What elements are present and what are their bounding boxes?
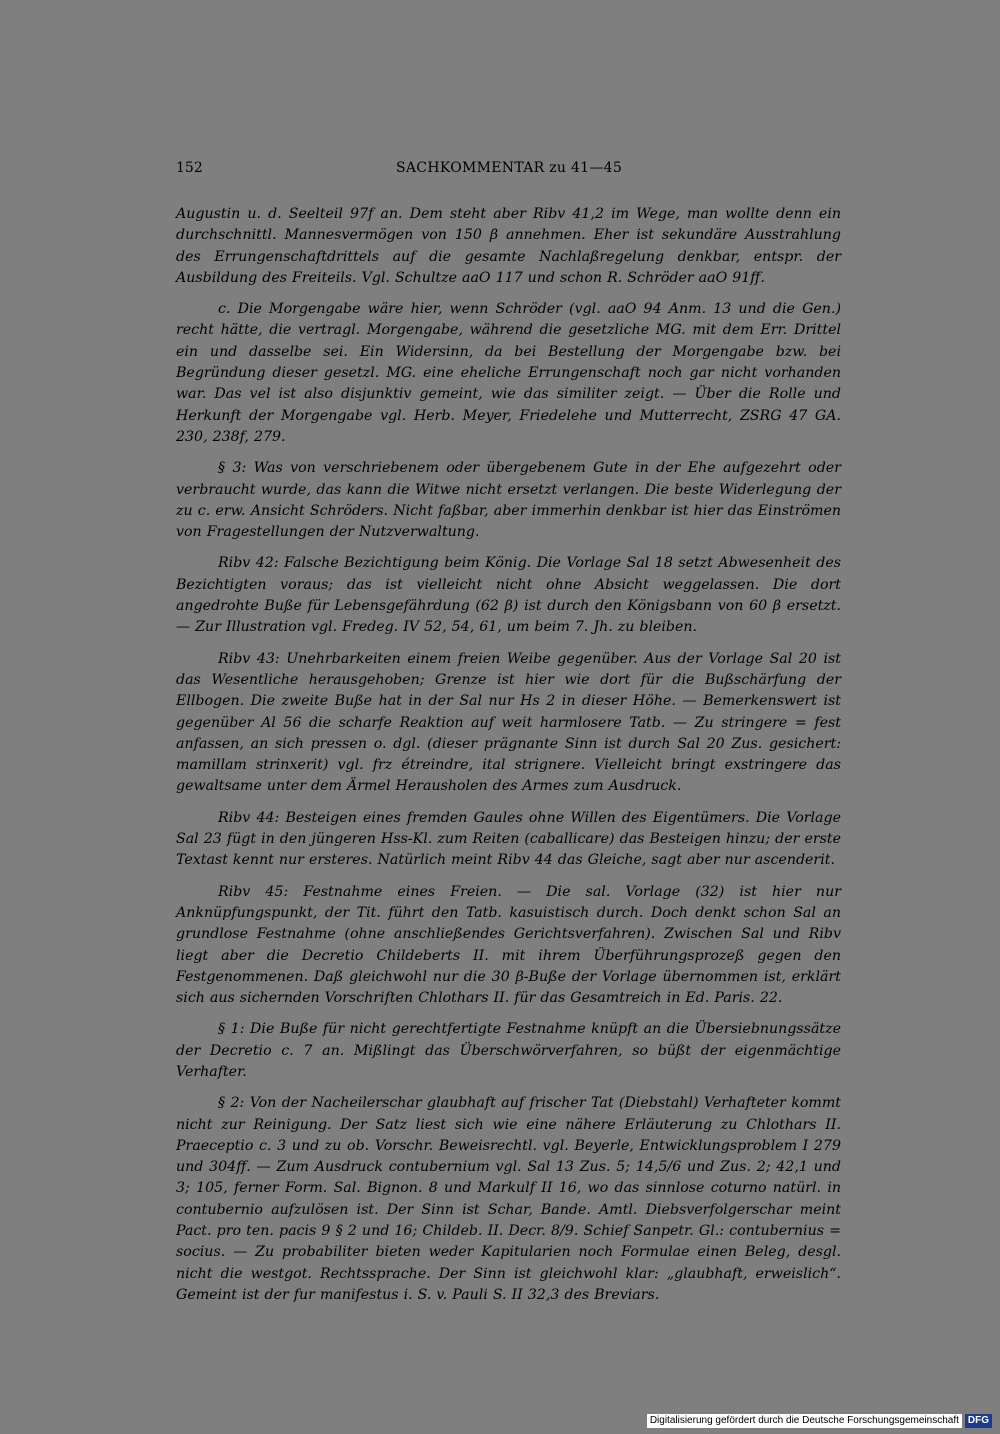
paragraph-4: Ribv 42: Falsche Bezichtigung beim König. Die Vorlage Sal 18 setzt Abwesenheit des Bezichtigten voraus; das ist vielleicht nicht ohne Absicht weggelassen. Die dort angedrohte Buße für Lebensgefährdung (62 β) ist durch den Königsbann von 60 β ersetzt. — Zur Illustration vgl. Fredeg. IV 52, 54, 61, um beim 7. Jh. zu bleiben. xyxy=(176,555,841,636)
paragraph-3: § 3: Was von verschriebenem oder übergebenem Gute in der Ehe aufgezehrt oder verbraucht wurde, das kann die Witwe nicht ersetzt verlangen. Die beste Widerlegung der zu c. erw. Ansicht Schröders. Nicht faßbar, aber immerhin denkbar ist hier das Einströmen von Fragestellungen der Nutzverwaltung. xyxy=(176,460,841,541)
paragraph-7: Ribv 45: Festnahme eines Freien. — Die sal. Vorlage (32) ist hier nur Anknüpfungspunkt, der Tit. führt den Tatb. kasuistisch durch. Doch denkt schon Sal an grundlose Festnahme (ohne anschließendes Gerichtsverfahren). Zwischen Sal und Ribv liegt aber die Decretio Childeberts II. mit ihrem Überführungsprozeß gegen den Festgenommenen. Daß gleichwohl nur die 30 β-Buße der Vorlage übernommen ist, erklärt sich aus sichernden Vorschriften Chlothars II. für das Gesamtreich in Ed. Paris. 22. xyxy=(176,883,841,1007)
running-head: SACHKOMMENTAR zu 41—45 xyxy=(396,160,623,176)
funding-note: Digitalisierung gefördert durch die Deutsche Forschungsgemeinschaft xyxy=(647,1414,962,1428)
footer-bar xyxy=(647,1414,992,1428)
dfg-logo: DFG xyxy=(965,1414,992,1428)
page-header xyxy=(176,160,841,182)
paragraph-9: § 2: Von der Nacheilerschar glaubhaft auf frischer Tat (Diebstahl) Verhafteter kommt nicht zur Reinigung. Der Satz liest sich wie eine nähere Erläuterung zu Chlothars II. Praeceptio c. 3 und zu ob. Vorschr. Beweisrechtl. vgl. Beyerle, Entwicklungsproblem I 279 und 304ff. — Zum Ausdruck contubernium vgl. Sal 13 Zus. 5; 14,5/6 und Zus. 2; 42,1 und 3; 105, ferner Form. Sal. Bignon. 8 und Markulf II 16, wo das sinnlose coturno natürl. in contubernio aufzulösen ist. Der Sinn ist Schar, Bande. Amtl. Diebsverfolgerschar meint Pact. pro ten. pacis 9 § 2 und 16; Childeb. II. Decr. 8/9. Schief Sanpetr. Gl.: contubernius = socius. — Zu probabiliter bieten weder Kapitularien noch Formulae einen Beleg, desgl. nicht die westgot. Rechtssprache. Der Sinn ist gleichwohl klar: „glaubhaft, erweislich“. Gemeint ist der fur manifestus i. S. v. Pauli S. II 32,3 des Breviars. xyxy=(176,1095,841,1303)
page-number: 152 xyxy=(176,160,203,176)
paragraph-2: c. Die Morgengabe wäre hier, wenn Schröder (vgl. aaO 94 Anm. 13 und die Gen.) recht hätte, die vertragl. Morgengabe, während die gesetzliche MG. mit dem Err. Drittel ein und dasselbe sei. Ein Widersinn, da bei Bestellung der Morgengabe bzw. bei Begründung dieser gesetzl. MG. eine eheliche Errungenschaft noch gar nicht vorhanden war. Das vel ist also disjunktiv gemeint, wie das similiter zeigt. — Über die Rolle und Herkunft der Morgengabe vgl. Herb. Meyer, Friedelehe und Mutterrecht, ZSRG 47 GA. 230, 238f, 279. xyxy=(176,301,841,445)
paragraph-6: Ribv 44: Besteigen eines fremden Gaules ohne Willen des Eigentümers. Die Vorlage Sal 23 fügt in den jüngeren Hss-Kl. zum Reiten (caballicare) das Besteigen hinzu; der erste Textast kennt nur ersteres. Natürlich meint Ribv 44 das Gleiche, sagt aber nur ascenderit. xyxy=(176,809,841,869)
page-body xyxy=(176,204,841,1316)
paragraph-1: Augustin u. d. Seelteil 97f an. Dem steht aber Ribv 41,2 im Wege, man wollte denn ein durchschnittl. Mannesvermögen von 150 β annehmen. Eher ist sekundäre Ausstrahlung des Errungenschaftdrittels auf die gesamte Nachlaßregelung denkbar, entspr. der Ausbildung des Freiteils. Vgl. Schultze aaO 117 und schon R. Schröder aaO 91ff. xyxy=(176,206,841,286)
paragraph-5: Ribv 43: Unehrbarkeiten einem freien Weibe gegenüber. Aus der Vorlage Sal 20 ist das Wesentliche herausgehoben; Grenze ist hier wie dort für die Bußschärfung der Ellbogen. Die zweite Buße hat in der Sal nur Hs 2 in dieser Höhe. — Bemerkenswert ist gegenüber Al 56 die scharfe Reaktion auf weit harmlosere Tatb. — Zu stringere = fest anfassen, an sich pressen o. dgl. (dieser prägnante Sinn ist durch Sal 20 Zus. gesichert: mamillam strinxerit) vgl. frz étreindre, ital strignere. Vielleicht bringt exstringere das gewaltsame unter dem Ärmel Herausholen des Armes zum Ausdruck. xyxy=(176,650,841,795)
paragraph-8: § 1: Die Buße für nicht gerechtfertigte Festnahme knüpft an die Übersiebnungssätze der Decretio c. 7 an. Mißlingt das Überschwörverfahren, so büßt der eigenmächtige Verhafter. xyxy=(176,1021,841,1080)
